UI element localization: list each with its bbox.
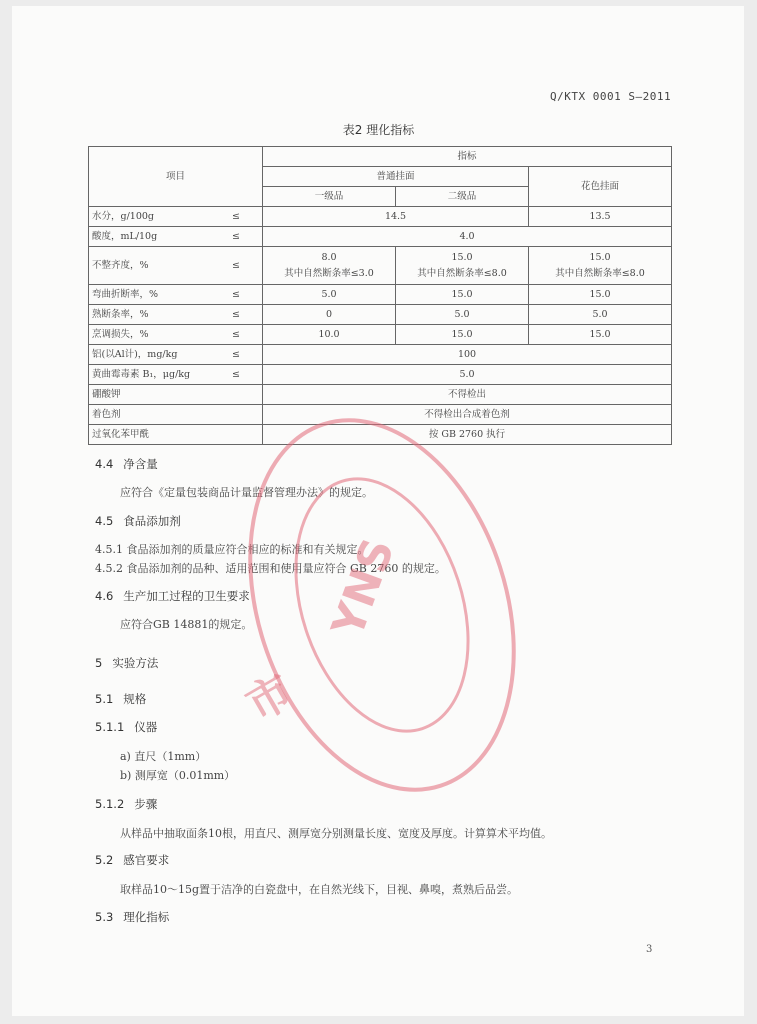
- table-row: 不整齐度，% ≤ 8.0 其中自然断条率≤3.0 15.0 其中自然断条率≤8.0 15.0 其中自然断条率≤8.0: [89, 247, 672, 285]
- section-4-6-text: 应符合GB 14881的规定。: [120, 618, 253, 631]
- stamp-outer-text: 市: [238, 665, 302, 732]
- section-5-1-1-item-a: a) 直尺（1mm）: [120, 750, 207, 763]
- section-5-1-2-heading: 5.1.2 步骤: [95, 797, 158, 811]
- section-4-5-heading: 4.5 食品添加剂: [95, 514, 181, 528]
- table-row: 铝(以Al计)，mg/kg ≤ 100: [89, 345, 672, 365]
- table-row: 酸度，mL/10g ≤ 4.0: [89, 227, 672, 247]
- header-colored: 花色挂面: [529, 167, 672, 207]
- section-5-1-1-item-b: b) 测厚宽（0.01mm）: [120, 769, 236, 782]
- table-title: 表2 理化指标: [342, 123, 415, 137]
- section-4-4-text: 应符合《定量包装商品计量监督管理办法》的规定。: [120, 486, 373, 499]
- header-index: 指标: [263, 147, 672, 167]
- table-row: 熟断条率，% ≤ 0 5.0 5.0: [89, 305, 672, 325]
- spec-table: [88, 146, 672, 445]
- header-grade2: 二级品: [396, 187, 529, 207]
- header-item: 项目: [89, 147, 263, 207]
- section-5-1-1-heading: 5.1.1 仪器: [95, 720, 158, 734]
- standard-code: Q/KTX 0001 S—2011: [550, 90, 672, 103]
- section-4-4-heading: 4.4 净含量: [95, 457, 158, 471]
- section-5-3-heading: 5.3 理化指标: [95, 910, 170, 924]
- section-5-heading: 5 实验方法: [95, 656, 159, 670]
- section-5-1-2-text: 从样品中抽取面条10根，用直尺、测厚宽分别测量长度、宽度及厚度。计算算术平均值。: [120, 827, 552, 840]
- table-header-row: [89, 147, 672, 167]
- stamp-inner-text: YNS: [322, 531, 405, 644]
- table-row: 硼酸钾 不得检出: [89, 385, 672, 405]
- section-5-1-heading: 5.1 规格: [95, 692, 147, 706]
- table-row: 过氧化苯甲酰 按 GB 2760 执行: [89, 425, 672, 445]
- section-5-2-text: 取样品10～15g置于洁净的白瓷盘中，在自然光线下，目视、鼻嗅，煮熟后品尝。: [120, 883, 519, 896]
- header-regular: 普通挂面: [263, 167, 529, 187]
- section-4-5-1-text: 4.5.1 食品添加剂的质量应符合相应的标准和有关规定。: [95, 543, 369, 556]
- table-row: 黄曲霉毒素 B₁，μg/kg ≤ 5.0: [89, 365, 672, 385]
- table-row: 弯曲折断率，% ≤ 5.0 15.0 15.0: [89, 285, 672, 305]
- section-4-6-heading: 4.6 生产加工过程的卫生要求: [95, 589, 250, 603]
- section-5-2-heading: 5.2 感官要求: [95, 853, 170, 867]
- header-grade1: 一级品: [263, 187, 396, 207]
- section-4-5-2-text: 4.5.2 食品添加剂的品种、适用范围和使用量应符合 GB 2760 的规定。: [95, 562, 446, 575]
- table-row: 烹调损失，% ≤ 10.0 15.0 15.0: [89, 325, 672, 345]
- table-row: 水分，g/100g ≤ 14.5 13.5: [89, 207, 672, 227]
- page-number: 3: [646, 944, 653, 955]
- table-row: 着色剂 不得检出合成着色剂: [89, 405, 672, 425]
